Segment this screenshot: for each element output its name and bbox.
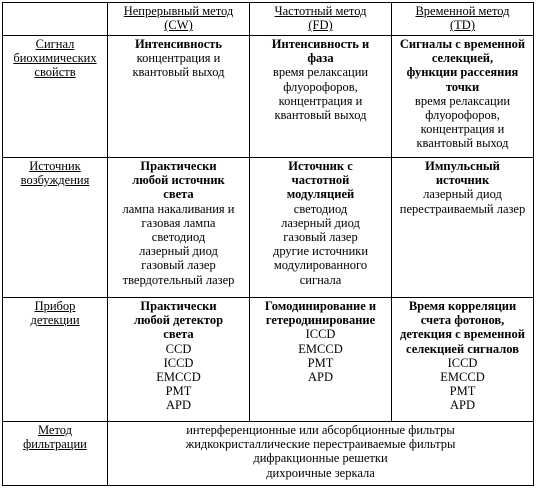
cell-title-line: Источник с <box>288 159 353 173</box>
cell-title-line: Практически <box>140 159 217 173</box>
cell-title-line: фаза <box>307 51 334 66</box>
cell-item: APD <box>449 398 475 413</box>
cell-title-line: любой источник <box>132 173 225 188</box>
cell-item: концентрация и <box>278 93 363 108</box>
cell-item: сигнала <box>299 272 342 287</box>
cell-item: газовый лазер <box>141 258 216 273</box>
row-label-line: возбуждения <box>20 173 90 188</box>
filter-item: жидкокристаллические перестраиваемые фильтры <box>185 437 456 452</box>
cell-item: флуорофоров, <box>283 79 358 94</box>
cell-item: PMT <box>449 384 476 399</box>
cell-item: светодиод <box>151 230 206 245</box>
cell-item: лазерный диод <box>139 244 218 259</box>
header-empty-cell <box>3 3 108 36</box>
signal-td-cell <box>392 36 534 158</box>
cell-item: APD <box>307 370 333 385</box>
source-fd-cell <box>250 158 392 298</box>
source-cw-cell <box>108 158 250 298</box>
cell-item: ICCD <box>447 355 478 370</box>
detector-cw-cell <box>108 298 250 422</box>
header-fd <box>250 3 392 36</box>
cell-item: модулированного <box>273 258 368 273</box>
signal-cw-cell <box>108 36 250 158</box>
cell-item: перестраиваемый лазер <box>399 201 526 216</box>
signal-fd-cell <box>250 36 392 158</box>
row-label-line: детекции <box>30 313 80 328</box>
cell-item: EMCCD <box>156 370 201 385</box>
header-td-line: (TD) <box>450 18 475 33</box>
cell-title-line: функции рассеяния <box>406 65 519 80</box>
row-label-line: фильтрации <box>23 437 87 452</box>
cell-item: газовый лазер <box>283 230 358 245</box>
row-label-line: Прибор <box>34 299 76 313</box>
cell-title-line: селекцией сигналов <box>406 341 519 356</box>
cell-item: PMT <box>307 355 334 370</box>
cell-item: CCD <box>165 341 192 356</box>
cell-item: твердотельный лазер <box>122 272 235 287</box>
header-td <box>392 3 534 36</box>
filter-item: интерференционные или абсорбционные фильтры <box>186 423 455 437</box>
detector-row <box>3 298 534 422</box>
cell-item: квантовый выход <box>274 108 367 123</box>
cell-item: ICCD <box>305 327 336 342</box>
cell-item: лазерный диод <box>281 215 360 230</box>
cell-title-line: Практически <box>140 299 217 313</box>
cell-title-line: детекция с временной <box>400 327 525 342</box>
row-label-detector <box>3 298 108 422</box>
cell-item: светодиод <box>293 201 348 216</box>
cell-item: концентрация и <box>420 122 505 137</box>
cell-title-line: частотной <box>291 173 350 188</box>
cell-title-line: селекцией, <box>431 51 494 66</box>
row-label-line: свойств <box>34 65 76 80</box>
header-cw <box>108 3 250 36</box>
signal-row <box>3 36 534 158</box>
header-row <box>3 3 534 36</box>
header-cw-line: (CW) <box>164 18 193 33</box>
cell-item: газовая лампа <box>141 215 216 230</box>
cell-item: концентрация и <box>136 51 221 66</box>
detector-td-cell <box>392 298 534 422</box>
source-td-cell <box>392 158 534 298</box>
cell-title-line: Интенсивность <box>134 37 223 51</box>
filter-cell <box>108 422 534 486</box>
methods-comparison-table <box>2 2 534 486</box>
cell-item: время релаксации <box>414 93 511 108</box>
cell-item: время релаксации <box>272 65 369 80</box>
cell-title-line: света <box>163 327 194 342</box>
cell-title-line: Интенсивность и <box>271 37 370 51</box>
row-label-line: Метод <box>37 423 73 437</box>
cell-title-line: Гомодинирование и <box>264 299 377 313</box>
cell-title-line: Время корреляции <box>408 299 517 313</box>
cell-item: лампа накаливания и <box>122 201 235 216</box>
cell-title-line: счета фотонов, <box>420 313 505 328</box>
cell-item: ICCD <box>163 355 194 370</box>
cell-item: квантовый выход <box>416 136 509 151</box>
header-cw-line: Непрерывный метод <box>123 4 234 18</box>
cell-item: EMCCD <box>298 341 343 356</box>
row-label-line: Сигнал <box>35 37 75 51</box>
cell-title-line: любой детектор <box>133 313 224 328</box>
cell-item: флуорофоров, <box>425 108 500 123</box>
row-label-line: Источник <box>29 159 81 173</box>
detector-fd-cell <box>250 298 392 422</box>
filter-item: дифракционные решетки <box>253 451 388 466</box>
cell-title-line: Сигналы с временной <box>399 37 526 51</box>
cell-item: EMCCD <box>440 370 485 385</box>
cell-item: другие источники <box>272 244 369 259</box>
row-label-line: биохимических <box>13 51 97 66</box>
cell-item: PMT <box>165 384 192 399</box>
filter-row <box>3 422 534 486</box>
cell-title-line: источник <box>435 173 490 188</box>
row-label-filter <box>3 422 108 486</box>
cell-title-line: модуляцией <box>286 187 355 202</box>
row-label-source <box>3 158 108 298</box>
source-row <box>3 158 534 298</box>
cell-title-line: гетеродинирование <box>265 313 376 328</box>
cell-title-line: света <box>163 187 194 202</box>
header-td-line: Временной метод <box>415 4 510 18</box>
cell-item: квантовый выход <box>132 65 225 80</box>
header-fd-line: Частотный метод <box>274 4 367 18</box>
cell-title-line: точки <box>445 79 480 94</box>
cell-item: APD <box>165 398 191 413</box>
cell-title-line: Импульсный <box>425 159 500 173</box>
cell-item: лазерный диод <box>423 187 502 202</box>
row-label-signal <box>3 36 108 158</box>
filter-item: дихроичные зеркала <box>266 465 375 480</box>
header-fd-line: (FD) <box>308 18 333 33</box>
